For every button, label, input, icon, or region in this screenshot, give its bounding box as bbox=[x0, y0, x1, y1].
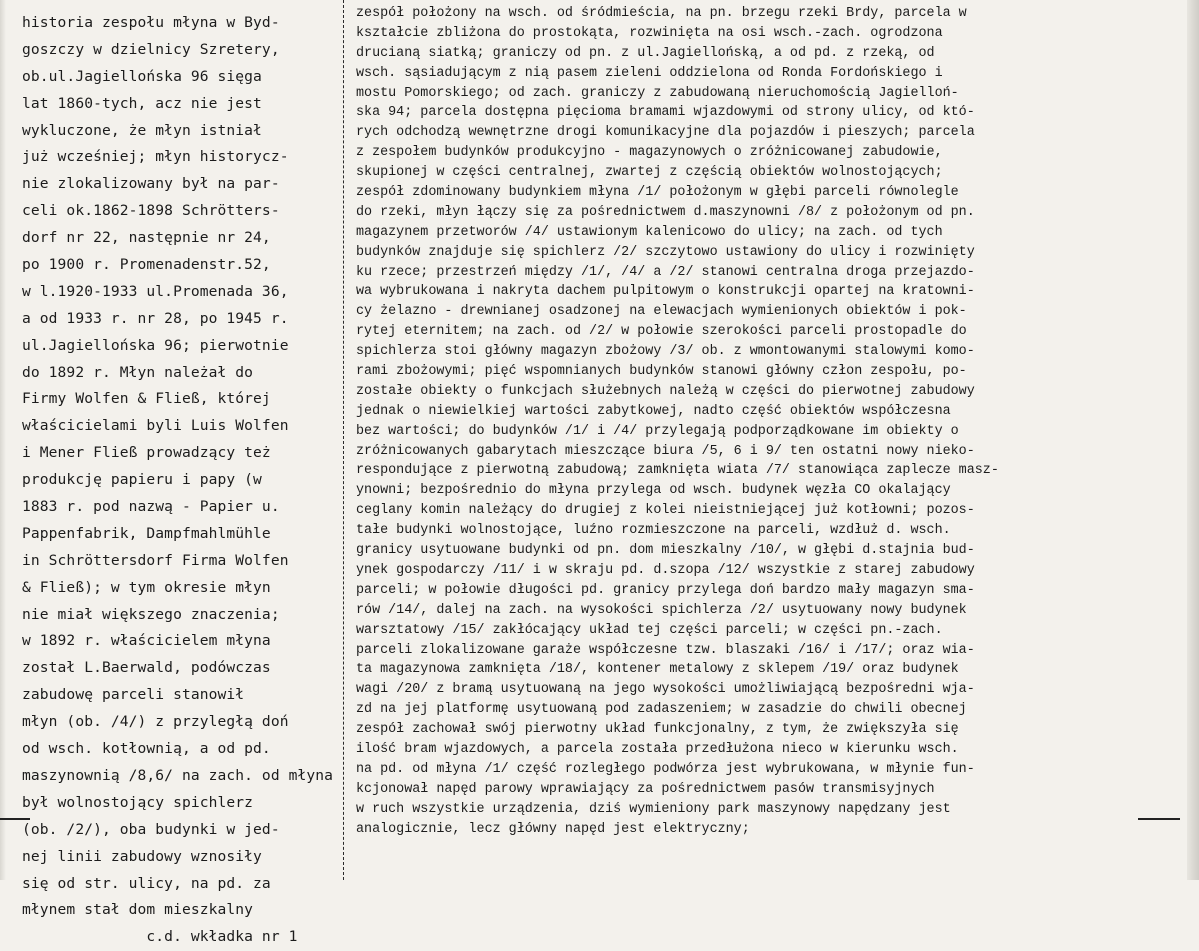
text-line: w 1892 r. właścicielem młyna bbox=[22, 632, 271, 650]
text-line: goszczy w dzielnicy Szretery, bbox=[22, 40, 280, 58]
text-line: wykluczone, że młyn istniał bbox=[22, 121, 262, 139]
text-line: ska 94; parcela dostępna pięcioma bramami wjazdowymi od strony ulicy, od któ- bbox=[356, 105, 975, 121]
text-line: Firmy Wolfen & Fließ, której bbox=[22, 390, 271, 408]
text-line: zabudowę parceli stanowił bbox=[22, 686, 245, 704]
text-line: się od str. ulicy, na pd. za bbox=[22, 874, 271, 892]
text-line: ceglany komin należący do drugiej z kolei nieistniejącej już kotłowni; pozos- bbox=[356, 503, 975, 519]
text-line: w ruch wszystkie urządzenia, dziś wymieniony park maszynowy napędzany jest bbox=[356, 801, 951, 817]
text-line: w l.1920-1933 ul.Promenada 36, bbox=[22, 282, 289, 300]
text-line: a od 1933 r. nr 28, po 1945 r. bbox=[22, 309, 289, 327]
text-line: analogicznie, lecz główny napęd jest elektryczny; bbox=[356, 821, 750, 837]
text-line: jednak o niewielkiej wartości zabytkowej, nadto część obiektów współczesna bbox=[356, 403, 951, 419]
paper-edge-left bbox=[0, 0, 6, 880]
text-line: ku rzece; przestrzeń między /1/, /4/ a /2/ stanowi centralna droga przejazdo- bbox=[356, 264, 975, 280]
text-line: zespół zdominowany budynkiem młyna /1/ położonym w głębi parceli równolegle bbox=[356, 185, 959, 201]
text-line: drucianą siatką; graniczy od pn. z ul.Jagiellońską, a od pd. z rzeką, od bbox=[356, 45, 935, 61]
text-line: ynek gospodarczy /11/ i w skraju pd. d.szopa /12/ wszystkie z starej zabudowy bbox=[356, 562, 975, 578]
text-line: celi ok.1862-1898 Schrötters- bbox=[22, 202, 280, 220]
text-line: maszynownią /8,6/ na zach. od młyna bbox=[22, 766, 334, 784]
text-line: nej linii zabudowy wznosiły bbox=[22, 847, 262, 865]
text-line: został L.Baerwald, podówczas bbox=[22, 659, 271, 677]
text-line: kcjonował napęd parowy wprawiający za pośrednictwem pasów transmisyjnych bbox=[356, 781, 935, 797]
text-line: spichlerza stoi główny magazyn zbożowy /3/ ob. z wmontowanymi stalowymi komo- bbox=[356, 344, 975, 360]
text-line: nie zlokalizowany był na par- bbox=[22, 175, 280, 193]
text-line: do rzeki, młyn łączy się za pośrednictwem d.maszynowni /8/ z położonym od pn. bbox=[356, 204, 975, 220]
column-divider bbox=[343, 0, 345, 880]
text-line: tałe budynki wolnostojące, luźno rozmieszczone na parceli, wzdłuż d. wsch. bbox=[356, 523, 951, 539]
text-line: parceli; w połowie długości pd. granicy przylega doń bardzo mały magazyn sma- bbox=[356, 582, 975, 598]
text-line: parceli zlokalizowane garaże współczesne tzw. blaszaki /16/ i /17/; oraz wia- bbox=[356, 642, 975, 658]
text-line: respondujące z pierwotną zabudową; zamknięta wiata /7/ stanowiąca zaplecze masz- bbox=[356, 463, 999, 479]
text-line: rami zbożowymi; pięć wspomnianych budynków stanowi główny człon zespołu, po- bbox=[356, 364, 967, 380]
text-line: zespół zachował swój pierwotny układ funkcjonalny, z tym, że zwiększyła się bbox=[356, 722, 959, 738]
left-margin-rule bbox=[0, 818, 30, 820]
text-line: na pd. od młyna /1/ część rozległego podwórza jest wybrukowana, w młynie fun- bbox=[356, 761, 975, 777]
text-line: c.d. wkładka nr 1 bbox=[22, 928, 298, 946]
text-line: ta magazynowa zamknięta /18/, kontener metalowy z sklepem /19/ oraz budynek bbox=[356, 662, 959, 678]
text-line: zd na jej platformę usytuowaną pod zadaszeniem; w zasadzie do chwili obecnej bbox=[356, 702, 967, 718]
text-line: właścicielami byli Luis Wolfen bbox=[22, 417, 289, 435]
text-line: (ob. /2/), oba budynki w jed- bbox=[22, 820, 280, 838]
text-line: rytej eternitem; na zach. od /2/ w połowie szerokości parceli prostopadle do bbox=[356, 324, 967, 340]
text-line: już wcześniej; młyn historycz- bbox=[22, 148, 289, 166]
text-line: Pappenfabrik, Dampfmahlmühle bbox=[22, 524, 271, 542]
text-line: skupionej w części centralnej, zwartej z częścią obiektów wolnostojących; bbox=[356, 165, 943, 181]
text-line: ul.Jagiellońska 96; pierwotnie bbox=[22, 336, 289, 354]
text-line: z zespołem budynków produkcyjno - magazynowych o zróżnicowanej zabudowie, bbox=[356, 145, 943, 161]
text-line: zróżnicowanych gabarytach mieszczące biura /5, 6 i 9/ ten ostatni nowy nieko- bbox=[356, 443, 975, 459]
text-line: lat 1860-tych, acz nie jest bbox=[22, 94, 262, 112]
paper-edge-right bbox=[1187, 0, 1199, 880]
text-line: granicy usytuowane budynki od pn. dom mieszkalny /10/, w głębi d.stajnia bud- bbox=[356, 543, 975, 559]
text-line: budynków znajduje się spichlerz /2/ szczytowo ustawiony do ulicy i rozwinięty bbox=[356, 244, 975, 260]
text-line: do 1892 r. Młyn należał do bbox=[22, 363, 254, 381]
text-line: magazynem przetworów /4/ ustawionym kalenicowo do ulicy; na zach. od tych bbox=[356, 224, 943, 240]
text-line: ynowni; bezpośrednio do młyna przylega od wsch. budynek węzła CO okalający bbox=[356, 483, 951, 499]
text-line: po 1900 r. Promenadenstr.52, bbox=[22, 256, 271, 274]
text-line: wsch. sąsiadującym z nią pasem zieleni oddzielona od Ronda Fordońskiego i bbox=[356, 65, 943, 81]
text-line: młynem stał dom mieszkalny bbox=[22, 901, 254, 919]
text-line: cy żelazno - drewnianej osadzonej na elewacjach wymienionych obiektów i pok- bbox=[356, 304, 967, 320]
text-line: & Fließ); w tym okresie młyn bbox=[22, 578, 271, 596]
text-line: dorf nr 22, następnie nr 24, bbox=[22, 229, 271, 247]
text-line: zespół położony na wsch. od śródmieścia, na pn. brzegu rzeki Brdy, parcela w bbox=[356, 6, 967, 21]
text-line: zostałe obiekty o funkcjach służebnych należą w części do pierwotnej zabudowy bbox=[356, 383, 975, 399]
text-line: rów /14/, dalej na zach. na wysokości spichlerza /2/ usytuowany nowy budynek bbox=[356, 602, 967, 618]
right-margin-rule bbox=[1138, 818, 1180, 820]
text-line: od wsch. kotłownią, a od pd. bbox=[22, 740, 271, 758]
left-column-text bbox=[22, 10, 340, 951]
text-line: warsztatowy /15/ zakłócający układ tej części parceli; w części pn.-zach. bbox=[356, 622, 943, 638]
text-line: ob.ul.Jagiellońska 96 sięga bbox=[22, 67, 262, 85]
text-line: wa wybrukowana i nakryta dachem pulpitowym o konstrukcji opartej na kratowni- bbox=[356, 284, 975, 300]
text-line: kształcie zbliżona do prostokąta, rozwinięta na osi wsch.-zach. ogrodzona bbox=[356, 25, 943, 41]
text-line: wagi /20/ z bramą usytuowaną na jego wysokości umożliwiającą bezpośredni wja- bbox=[356, 682, 975, 698]
text-line: 1883 r. pod nazwą - Papier u. bbox=[22, 498, 280, 516]
text-line: nie miał większego znaczenia; bbox=[22, 605, 280, 623]
text-line: ilość bram wjazdowych, a parcela została przedłużona nieco w kierunku wsch. bbox=[356, 741, 959, 757]
text-line: bez wartości; do budynków /1/ i /4/ przylegają podporządkowane im obiekty o bbox=[356, 423, 959, 439]
text-line: rych odchodzą wewnętrzne drogi komunikacyjne dla pojazdów i pieszych; parcela bbox=[356, 125, 975, 141]
text-line: produkcję papieru i papy (w bbox=[22, 471, 262, 489]
text-line: młyn (ob. /4/) z przyległą doń bbox=[22, 713, 289, 731]
text-line: historia zespołu młyna w Byd- bbox=[22, 14, 280, 31]
text-line: i Mener Fließ prowadzący też bbox=[22, 444, 271, 462]
text-line: in Schröttersdorf Firma Wolfen bbox=[22, 551, 289, 569]
text-line: był wolnostojący spichlerz bbox=[22, 793, 254, 811]
text-line: mostu Pomorskiego; od zach. graniczy z zabudowaną nieruchomością Jagielloń- bbox=[356, 85, 959, 101]
right-column-text bbox=[356, 4, 1156, 839]
